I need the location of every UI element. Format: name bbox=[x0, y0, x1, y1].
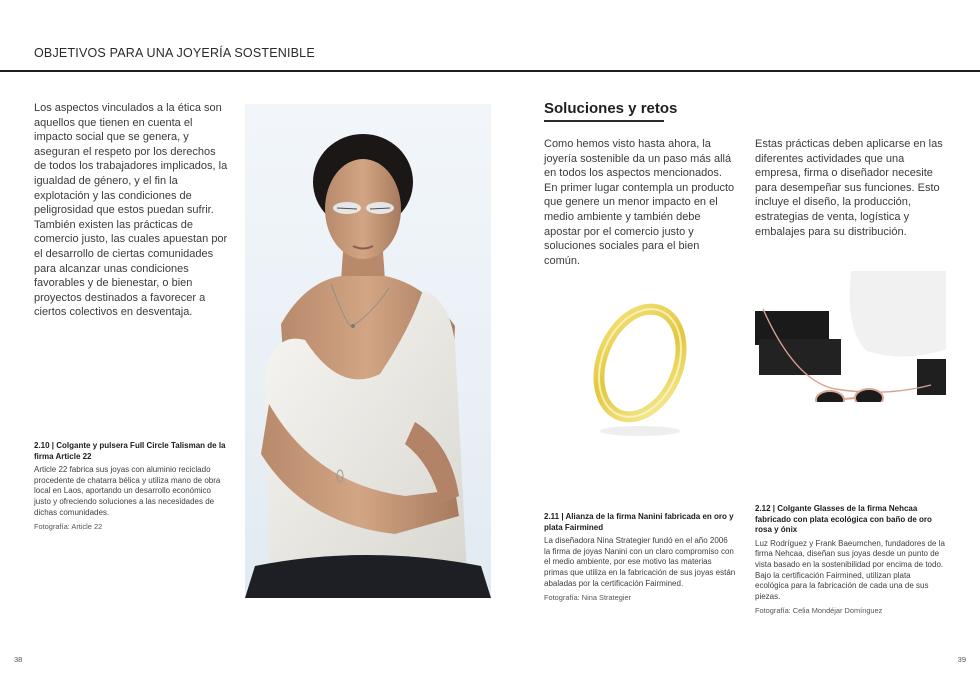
caption-title: 2.12 | Colgante Glasses de la firma Nehcaa fabricado con plata ecológica con baño de oro rosa y ónix bbox=[755, 504, 932, 535]
section-title-underline bbox=[544, 120, 664, 122]
caption-2-12 bbox=[755, 504, 945, 617]
page-number-left: 38 bbox=[14, 655, 23, 664]
photo-credit: Fotografía: Nina Strategier bbox=[544, 593, 632, 603]
photo-credit: Fotografía: Celia Mondéjar Domínguez bbox=[755, 606, 883, 616]
model-photo bbox=[245, 104, 491, 598]
caption-2-10 bbox=[34, 441, 230, 533]
caption-title: 2.11 | Alianza de la firma Nanini fabricada en oro y plata Fairmined bbox=[544, 512, 734, 532]
header-rule bbox=[0, 70, 980, 72]
caption-body: Article 22 fabrica sus joyas con aluminio reciclado procedente de chatarra bélica y utiliza mano de obra local en Laos, aportando un desarrollo económico justo y ofreciendo soluciones a las necesidades de dichas comunidades. bbox=[34, 465, 221, 517]
photo-credit: Fotografía: Article 22 bbox=[34, 522, 103, 532]
caption-body: La diseñadora Nina Strategier fundó en el año 2006 la firma de joyas Nanini con un claro compromiso con el medio ambiente, por ese motivo las materias primas que utiliza en la fabricación de sus joyas están abaladas por la certificación Fairmined. bbox=[544, 536, 736, 588]
page-number-right: 39 bbox=[957, 655, 966, 664]
ring-photo bbox=[544, 271, 736, 460]
intro-paragraph: Los aspectos vinculados a la ética son aquellos que tienen en cuenta el impacto social que se genera, y aseguran el respeto por los derechos de todos los trabajadores implicados, la igualdad de género, y el fin la explotación y las condiciones de peligrosidad que estos puedan sufrir. También existen las prácticas de comercio justo, las cuales apuestan por el desarrollo de ciertas comunidades para alcanzar unas condiciones favorables y de bienestar, o bien proyectos destinados a favorecer a ciertos colectivos en desventaja. bbox=[34, 102, 228, 319]
caption-2-11 bbox=[544, 512, 736, 604]
caption-title: 2.10 | Colgante y pulsera Full Circle Talisman de la firma Article 22 bbox=[34, 441, 226, 461]
pendant-photo bbox=[755, 271, 946, 402]
body-column-1: Como hemos visto hasta ahora, la joyería sostenible da un paso más allá en todos los aspectos mencionados. En primer lugar contempla un producto que genere un menor impacto en el medio ambiente y también debe apostar por el comercio justo y soluciones sociales para el bien común. bbox=[544, 138, 735, 267]
running-header: OBJETIVOS PARA UNA JOYERÍA SOSTENIBLE bbox=[34, 46, 315, 60]
section-title: Soluciones y retos bbox=[544, 100, 678, 117]
body-column-2: Estas prácticas deben aplicarse en las diferentes actividades que una empresa, firma o diseñador necesite para desempeñar sus funciones. Esto incluye el diseño, la producción, estrategias de venta, logística y embalajes para su distribución. bbox=[755, 138, 943, 238]
caption-body: Luz Rodríguez y Frank Baeumchen, fundadores de la firma Nehcaa, diseñan sus joyas desde un punto de vista basado en la sostenibilidad por encima de todo. Bajo la certificación Fairmined, utilizan plata ecológica para la fabricación de cada una de sus piezas. bbox=[755, 538, 945, 601]
